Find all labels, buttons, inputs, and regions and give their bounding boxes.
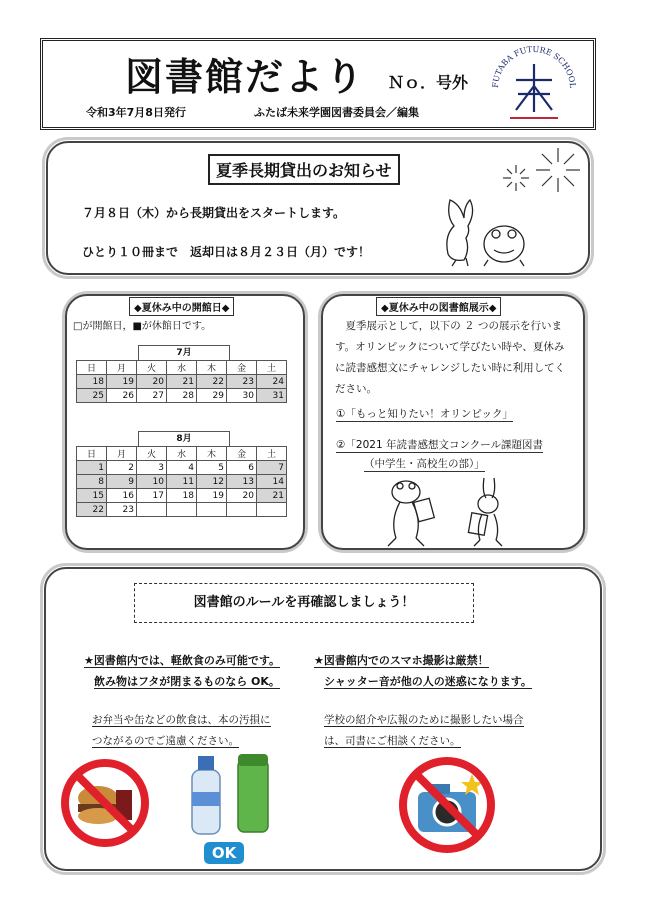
july-label: 7月: [138, 345, 230, 360]
calendar-day: 18: [77, 375, 107, 389]
august-label: 8月: [138, 431, 230, 446]
food-rule-line2: 飲み物はフタが閉まるものなら OK。: [94, 675, 280, 688]
no-camera-icon: [396, 754, 498, 856]
weekday-header: 金: [227, 361, 257, 375]
exhibit-item-reading: ②「2021 年読書感想文コンクール課題図書: [336, 439, 544, 451]
calendar-day: 19: [107, 375, 137, 389]
issue-number: Ｎｏ．号外: [388, 73, 469, 92]
no-food-icon: [58, 756, 152, 850]
calendar-day: 22: [77, 503, 107, 517]
calendar-day: 2: [107, 461, 137, 475]
calendar-day: 10: [137, 475, 167, 489]
calendar-day: 31: [257, 389, 287, 403]
calendar-day: 18: [167, 489, 197, 503]
july-calendar: [76, 360, 287, 403]
calendar-day: [137, 503, 167, 517]
weekday-header: 日: [77, 361, 107, 375]
calendar-day: [257, 503, 287, 517]
photo-rule-line2: シャッター音が他の人の迷惑になります。: [324, 675, 532, 688]
calendar-day: 4: [167, 461, 197, 475]
food-rule: [84, 650, 280, 692]
calendar-day: 13: [227, 475, 257, 489]
notice-title: 夏季長期貸出のお知らせ: [208, 154, 400, 185]
weekday-header: 火: [137, 447, 167, 461]
calendar-day: 9: [107, 475, 137, 489]
school-logo-icon: [488, 46, 580, 126]
photo-rule: [314, 650, 532, 692]
photo-rule-line1: ★図書館内でのスマホ撮影は厳禁！: [314, 654, 489, 667]
calendar-day: 28: [167, 389, 197, 403]
calendar-day: 21: [167, 375, 197, 389]
photo-note-line2: は、司書にご相談ください。: [324, 735, 461, 747]
calendar-day: 19: [197, 489, 227, 503]
exhibit-title: ◆夏休み中の図書館展示◆: [376, 297, 501, 316]
rules-title: 図書館のルールを再確認しましょう！: [134, 583, 474, 623]
food-note: [92, 710, 271, 752]
ok-badge: OK: [204, 842, 244, 864]
exhibit-item-olympic: ①「もっと知りたい！オリンピック」: [336, 408, 513, 420]
calendar-day: 6: [227, 461, 257, 475]
calendar-day: 1: [77, 461, 107, 475]
issue-date: 令和3年7月8日発行: [86, 106, 186, 119]
calendar-day: 24: [257, 375, 287, 389]
calendar-legend: □が開館日，■が休館日です。: [73, 321, 212, 332]
calendar-day: 16: [107, 489, 137, 503]
photo-note: [324, 710, 524, 752]
weekday-header: 日: [77, 447, 107, 461]
calendar-day: 27: [137, 389, 167, 403]
august-calendar: [76, 446, 287, 517]
notice-start-text: ７月８日（木）から長期貸出をスタートします。: [82, 206, 346, 220]
calendar-day: 22: [197, 375, 227, 389]
photo-note-line1: 学校の紹介や広報のために撮影したい場合: [324, 714, 524, 726]
bottle-and-tumbler-icon: [186, 750, 276, 840]
food-note-line1: お弁当や缶などの飲食は、本の汚損に: [92, 714, 271, 726]
food-rule-line1: ★図書館内では、軽飲食のみ可能です。: [84, 654, 280, 667]
calendar-day: [227, 503, 257, 517]
calendar-day: 15: [77, 489, 107, 503]
calendar-day: 14: [257, 475, 287, 489]
editor-credit: ふたば未来学園図書委員会／編集: [254, 106, 419, 119]
calendar-day: 21: [257, 489, 287, 503]
calendar-day: 20: [227, 489, 257, 503]
calendar-day: [197, 503, 227, 517]
calendar-day: 5: [197, 461, 227, 475]
weekday-header: 木: [197, 361, 227, 375]
calendar-day: 8: [77, 475, 107, 489]
weekday-header: 月: [107, 361, 137, 375]
calendar-day: [167, 503, 197, 517]
calendar-day: 23: [107, 503, 137, 517]
weekday-header: 火: [137, 361, 167, 375]
calendar-day: 25: [77, 389, 107, 403]
calendar-day: 20: [137, 375, 167, 389]
exhibit-item-reading-sub: （中学生・高校生の部）」: [364, 458, 485, 470]
calendar-day: 29: [197, 389, 227, 403]
calendar-day: 7: [257, 461, 287, 475]
weekday-header: 水: [167, 361, 197, 375]
notice-limit-text: ひとり１０冊まで 返却日は８月２３日（月）です！: [82, 245, 371, 259]
weekday-header: 土: [257, 361, 287, 375]
weekday-header: 土: [257, 447, 287, 461]
newsletter-title: 図書館だより: [125, 55, 366, 99]
calendar-day: 17: [137, 489, 167, 503]
weekday-header: 木: [197, 447, 227, 461]
exhibit-description: 夏季展示として，以下の ２ つの展示を行います。オリンピックについて学びたい時や、夏休みに読書感想文にチャレンジしたい時に利用してください。: [335, 320, 566, 395]
weekday-header: 月: [107, 447, 137, 461]
logo-text: FUTABA FUTURE SCHOOL: [490, 46, 578, 89]
food-note-line2: つながるのでご遠慮ください。: [92, 735, 239, 747]
weekday-header: 水: [167, 447, 197, 461]
calendar-day: 12: [197, 475, 227, 489]
weekday-header: 金: [227, 447, 257, 461]
calendar-day: 3: [137, 461, 167, 475]
calendar-day: 23: [227, 375, 257, 389]
rabbit-frog-illustration: [432, 190, 532, 270]
frog-rabbit-reading-illustration: [366, 474, 526, 550]
opening-days-title: ◆夏休み中の開館日◆: [129, 297, 234, 316]
calendar-day: 11: [167, 475, 197, 489]
calendar-day: 26: [107, 389, 137, 403]
calendar-day: 30: [227, 389, 257, 403]
